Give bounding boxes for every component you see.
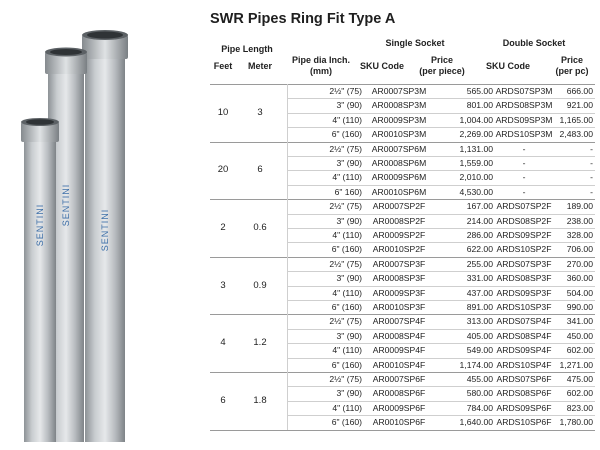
cell-price-double: 341.00 — [566, 316, 593, 327]
table-row — [205, 271, 595, 285]
cell-price-single: 167.00 — [466, 201, 493, 212]
cell-sku-single: AR0008SP6M — [371, 158, 427, 168]
cell-price-single: 784.00 — [466, 402, 493, 413]
brand-text-pipe-short: SENTINI — [35, 203, 45, 247]
cell-pipe-dia: 2½" (75) — [329, 143, 362, 154]
cell-sku-single: AR0007SP6M — [371, 143, 427, 154]
header-sku-code-double: SKU Code — [485, 61, 530, 71]
group-feet: 20 — [217, 164, 229, 176]
cell-pipe-dia: 4" (110) — [332, 172, 362, 183]
header-price-double-line1: Price — [560, 55, 584, 65]
group-meter: 0.6 — [253, 222, 267, 233]
cell-price-double: 238.00 — [566, 215, 593, 226]
cell-price-single: 331.00 — [466, 273, 493, 284]
cell-price-single: 455.00 — [466, 374, 493, 384]
cell-price-double: 666.00 — [566, 86, 593, 96]
cell-sku-single: AR0007SP6F — [372, 374, 426, 384]
cell-price-single: 1,640.00 — [459, 417, 493, 428]
table-row — [205, 286, 595, 300]
header-price-double — [550, 55, 594, 77]
group-meter: 3 — [257, 106, 263, 118]
cell-sku-single: AR0009SP3F — [372, 287, 426, 298]
group-meter: 1.8 — [253, 394, 267, 406]
cell-pipe-dia: 2½" (75) — [329, 201, 362, 212]
table-row — [205, 242, 595, 256]
header-sku-code-single: SKU Code — [359, 61, 404, 71]
cell-pipe-dia: 4" (110) — [332, 114, 362, 125]
cell-sku-double: ARDS07SP4F — [496, 316, 552, 327]
cell-sku-single: AR0008SP3F — [372, 273, 426, 284]
cell-price-single: 437.00 — [466, 287, 493, 298]
header-double-socket: Double Socket — [502, 38, 566, 48]
table-row — [205, 214, 595, 228]
cell-pipe-dia: 4" (110) — [332, 402, 362, 413]
cell-price-single: 2,010.00 — [459, 172, 493, 183]
cell-sku-double: ARDS08SP6F — [496, 388, 552, 399]
cell-price-single: 565.00 — [466, 86, 493, 96]
cell-price-double: 921.00 — [566, 100, 593, 111]
group-meter: 6 — [257, 164, 263, 176]
cell-price-double: 2,483.00 — [559, 129, 593, 140]
table-bottom-line — [210, 430, 595, 431]
cell-sku-double: ARDS10SP4F — [496, 359, 552, 370]
cell-sku-double: ARDS07SP3M — [495, 86, 553, 96]
cell-pipe-dia: 6" (160) — [331, 302, 362, 312]
table-row — [205, 415, 595, 429]
cell-pipe-dia: 4" (110) — [332, 287, 362, 298]
cell-price-single: 2,269.00 — [459, 129, 493, 140]
group-feet: 4 — [220, 337, 226, 349]
cell-sku-double: ARDS07SP2F — [496, 201, 552, 212]
table-row — [205, 300, 595, 314]
table-row — [205, 329, 595, 343]
cell-sku-double: - — [522, 143, 526, 154]
group-feet: 10 — [217, 106, 229, 118]
group-feet: 6 — [220, 394, 226, 406]
cell-price-double: - — [590, 186, 593, 197]
cell-sku-double: ARDS10SP6F — [496, 417, 552, 428]
header-single-socket: Single Socket — [385, 38, 445, 48]
cell-pipe-dia: 3" (90) — [336, 273, 362, 284]
cell-pipe-dia: 6" (160) — [331, 129, 362, 140]
cell-price-single: 1,004.00 — [459, 114, 493, 125]
table-row — [205, 343, 595, 357]
cell-sku-double: ARDS07SP3F — [496, 258, 552, 269]
table-row — [205, 84, 595, 98]
cell-pipe-dia: 2½" (75) — [329, 374, 362, 384]
cell-price-double: 602.00 — [566, 345, 593, 356]
cell-pipe-dia: 4" (110) — [332, 345, 362, 356]
cell-price-double: 270.00 — [566, 258, 593, 269]
header-price-single-line2: (per piece) — [419, 66, 465, 76]
cell-price-double: - — [590, 172, 593, 183]
cell-sku-single: AR0010SP2F — [372, 244, 426, 255]
cell-price-single: 1,174.00 — [459, 359, 493, 370]
cell-price-double: 504.00 — [566, 287, 593, 298]
header-price-single — [414, 55, 470, 77]
cell-pipe-dia: 4" (110) — [332, 230, 362, 240]
header-price-double-line2: (per pc) — [555, 66, 589, 76]
cell-sku-single: AR0009SP6F — [372, 402, 426, 413]
cell-pipe-dia: 6" (160) — [331, 417, 362, 428]
cell-price-single: 4,530.00 — [459, 186, 493, 197]
table-row — [205, 372, 595, 386]
cell-sku-single: AR0008SP3M — [371, 100, 427, 111]
brand-text-pipe-tall: SENTINI — [100, 208, 110, 252]
cell-price-single: 622.00 — [466, 244, 493, 255]
cell-sku-double: - — [522, 186, 526, 197]
cell-sku-single: AR0007SP2F — [372, 201, 426, 212]
header-pipe-dia-line1: Pipe dia Inch. — [291, 55, 350, 65]
cell-price-single: 255.00 — [466, 258, 493, 269]
table-row — [205, 170, 595, 184]
cell-sku-single: AR0007SP4F — [372, 316, 426, 327]
cell-price-double: 189.00 — [566, 201, 593, 212]
group-meter: 1.2 — [253, 337, 267, 349]
cell-sku-double: ARDS10SP3F — [496, 302, 552, 312]
cell-price-double: 475.00 — [566, 374, 593, 384]
cell-sku-single: AR0008SP2F — [372, 215, 426, 226]
cell-pipe-dia: 2½" (75) — [329, 258, 362, 269]
cell-sku-single: AR0007SP3M — [371, 86, 427, 96]
cell-pipe-dia: 6" 160) — [334, 186, 362, 197]
cell-price-single: 405.00 — [466, 330, 493, 341]
table-row — [205, 113, 595, 127]
header-pipe-dia-line2: (mm) — [310, 66, 332, 76]
cell-sku-single: AR0010SP3F — [372, 302, 426, 312]
cell-sku-double: ARDS09SP3F — [496, 287, 552, 298]
header-feet: Feet — [213, 61, 233, 71]
table-row — [205, 257, 595, 271]
cell-price-single: 801.00 — [466, 100, 493, 111]
cell-sku-single: AR0010SP4F — [372, 359, 426, 370]
cell-sku-single: AR0009SP6M — [371, 172, 427, 183]
table-row — [205, 142, 595, 156]
header-meter: Meter — [247, 61, 272, 71]
cell-price-double: 360.00 — [566, 273, 593, 284]
cell-price-single: 313.00 — [466, 316, 493, 327]
cell-pipe-dia: 6" (160) — [331, 359, 362, 370]
cell-price-double: 823.00 — [566, 402, 593, 413]
header-pipe-dia — [283, 55, 359, 77]
cell-price-single: 1,131.00 — [459, 143, 493, 154]
cell-sku-single: AR0008SP6F — [372, 388, 426, 399]
table-row — [205, 401, 595, 415]
cell-price-double: 1,780.00 — [559, 417, 593, 428]
cell-sku-double: ARDS07SP6F — [496, 374, 552, 384]
cell-sku-double: - — [522, 172, 526, 183]
group-meter: 0.9 — [253, 279, 267, 291]
cell-pipe-dia: 3" (90) — [336, 158, 362, 168]
table-row — [205, 98, 595, 112]
cell-sku-single: AR0010SP3M — [371, 129, 427, 140]
cell-sku-double: ARDS09SP2F — [496, 230, 552, 240]
table-row — [205, 127, 595, 141]
cell-price-double: 328.00 — [566, 230, 593, 240]
cell-sku-double: ARDS08SP4F — [496, 330, 552, 341]
header-pipe-length: Pipe Length — [221, 44, 273, 54]
table-row — [205, 156, 595, 170]
group-feet: 2 — [220, 222, 226, 233]
table-row — [205, 358, 595, 372]
cell-price-double: 706.00 — [566, 244, 593, 255]
cell-price-single: 580.00 — [466, 388, 493, 399]
cell-price-single: 549.00 — [466, 345, 493, 356]
cell-sku-double: ARDS09SP3M — [495, 114, 553, 125]
brand-text-pipe-middle: SENTINI — [61, 183, 71, 227]
cell-sku-single: AR0010SP6M — [371, 186, 427, 197]
table-row — [205, 386, 595, 400]
pipes-illustration — [0, 0, 205, 450]
cell-pipe-dia: 3" (90) — [336, 330, 362, 341]
cell-sku-double: ARDS09SP4F — [496, 345, 552, 356]
cell-sku-double: ARDS08SP2F — [496, 215, 552, 226]
cell-pipe-dia: 6" (160) — [331, 244, 362, 255]
cell-sku-double: ARDS08SP3M — [495, 100, 553, 111]
cell-pipe-dia: 3" (90) — [336, 100, 362, 111]
table-row — [205, 228, 595, 242]
cell-price-double: 1,165.00 — [559, 114, 593, 125]
cell-price-double: 1,271.00 — [559, 359, 593, 370]
cell-sku-single: AR0009SP3M — [371, 114, 427, 125]
cell-sku-double: ARDS10SP3M — [495, 129, 553, 140]
cell-price-single: 286.00 — [466, 230, 493, 240]
cell-price-double: - — [590, 158, 593, 168]
cell-price-single: 1,559.00 — [459, 158, 493, 168]
page-title: SWR Pipes Ring Fit Type A — [210, 11, 396, 27]
cell-sku-single: AR0009SP2F — [372, 230, 426, 240]
group-feet: 3 — [220, 279, 226, 291]
cell-sku-single: AR0007SP3F — [372, 258, 426, 269]
cell-price-double: 450.00 — [566, 330, 593, 341]
cell-price-double: 602.00 — [566, 388, 593, 399]
cell-sku-double: - — [522, 158, 526, 168]
cell-pipe-dia: 3" (90) — [336, 388, 362, 399]
pipe-short — [21, 118, 59, 442]
cell-sku-double: ARDS10SP2F — [496, 244, 552, 255]
cell-price-double: - — [590, 143, 593, 154]
cell-sku-single: AR0010SP6F — [372, 417, 426, 428]
cell-pipe-dia: 2½" (75) — [329, 316, 362, 327]
cell-pipe-dia: 2½" (75) — [329, 86, 362, 96]
cell-sku-double: ARDS08SP3F — [496, 273, 552, 284]
cell-sku-double: ARDS09SP6F — [496, 402, 552, 413]
header-price-single-line1: Price — [430, 55, 454, 65]
table-row — [205, 199, 595, 213]
cell-price-double: 990.00 — [566, 302, 593, 312]
cell-sku-single: AR0008SP4F — [372, 330, 426, 341]
cell-price-single: 891.00 — [466, 302, 493, 312]
table-row — [205, 185, 595, 199]
table-row — [205, 314, 595, 328]
cell-price-single: 214.00 — [466, 215, 493, 226]
cell-pipe-dia: 3" (90) — [336, 215, 362, 226]
cell-sku-single: AR0009SP4F — [372, 345, 426, 356]
